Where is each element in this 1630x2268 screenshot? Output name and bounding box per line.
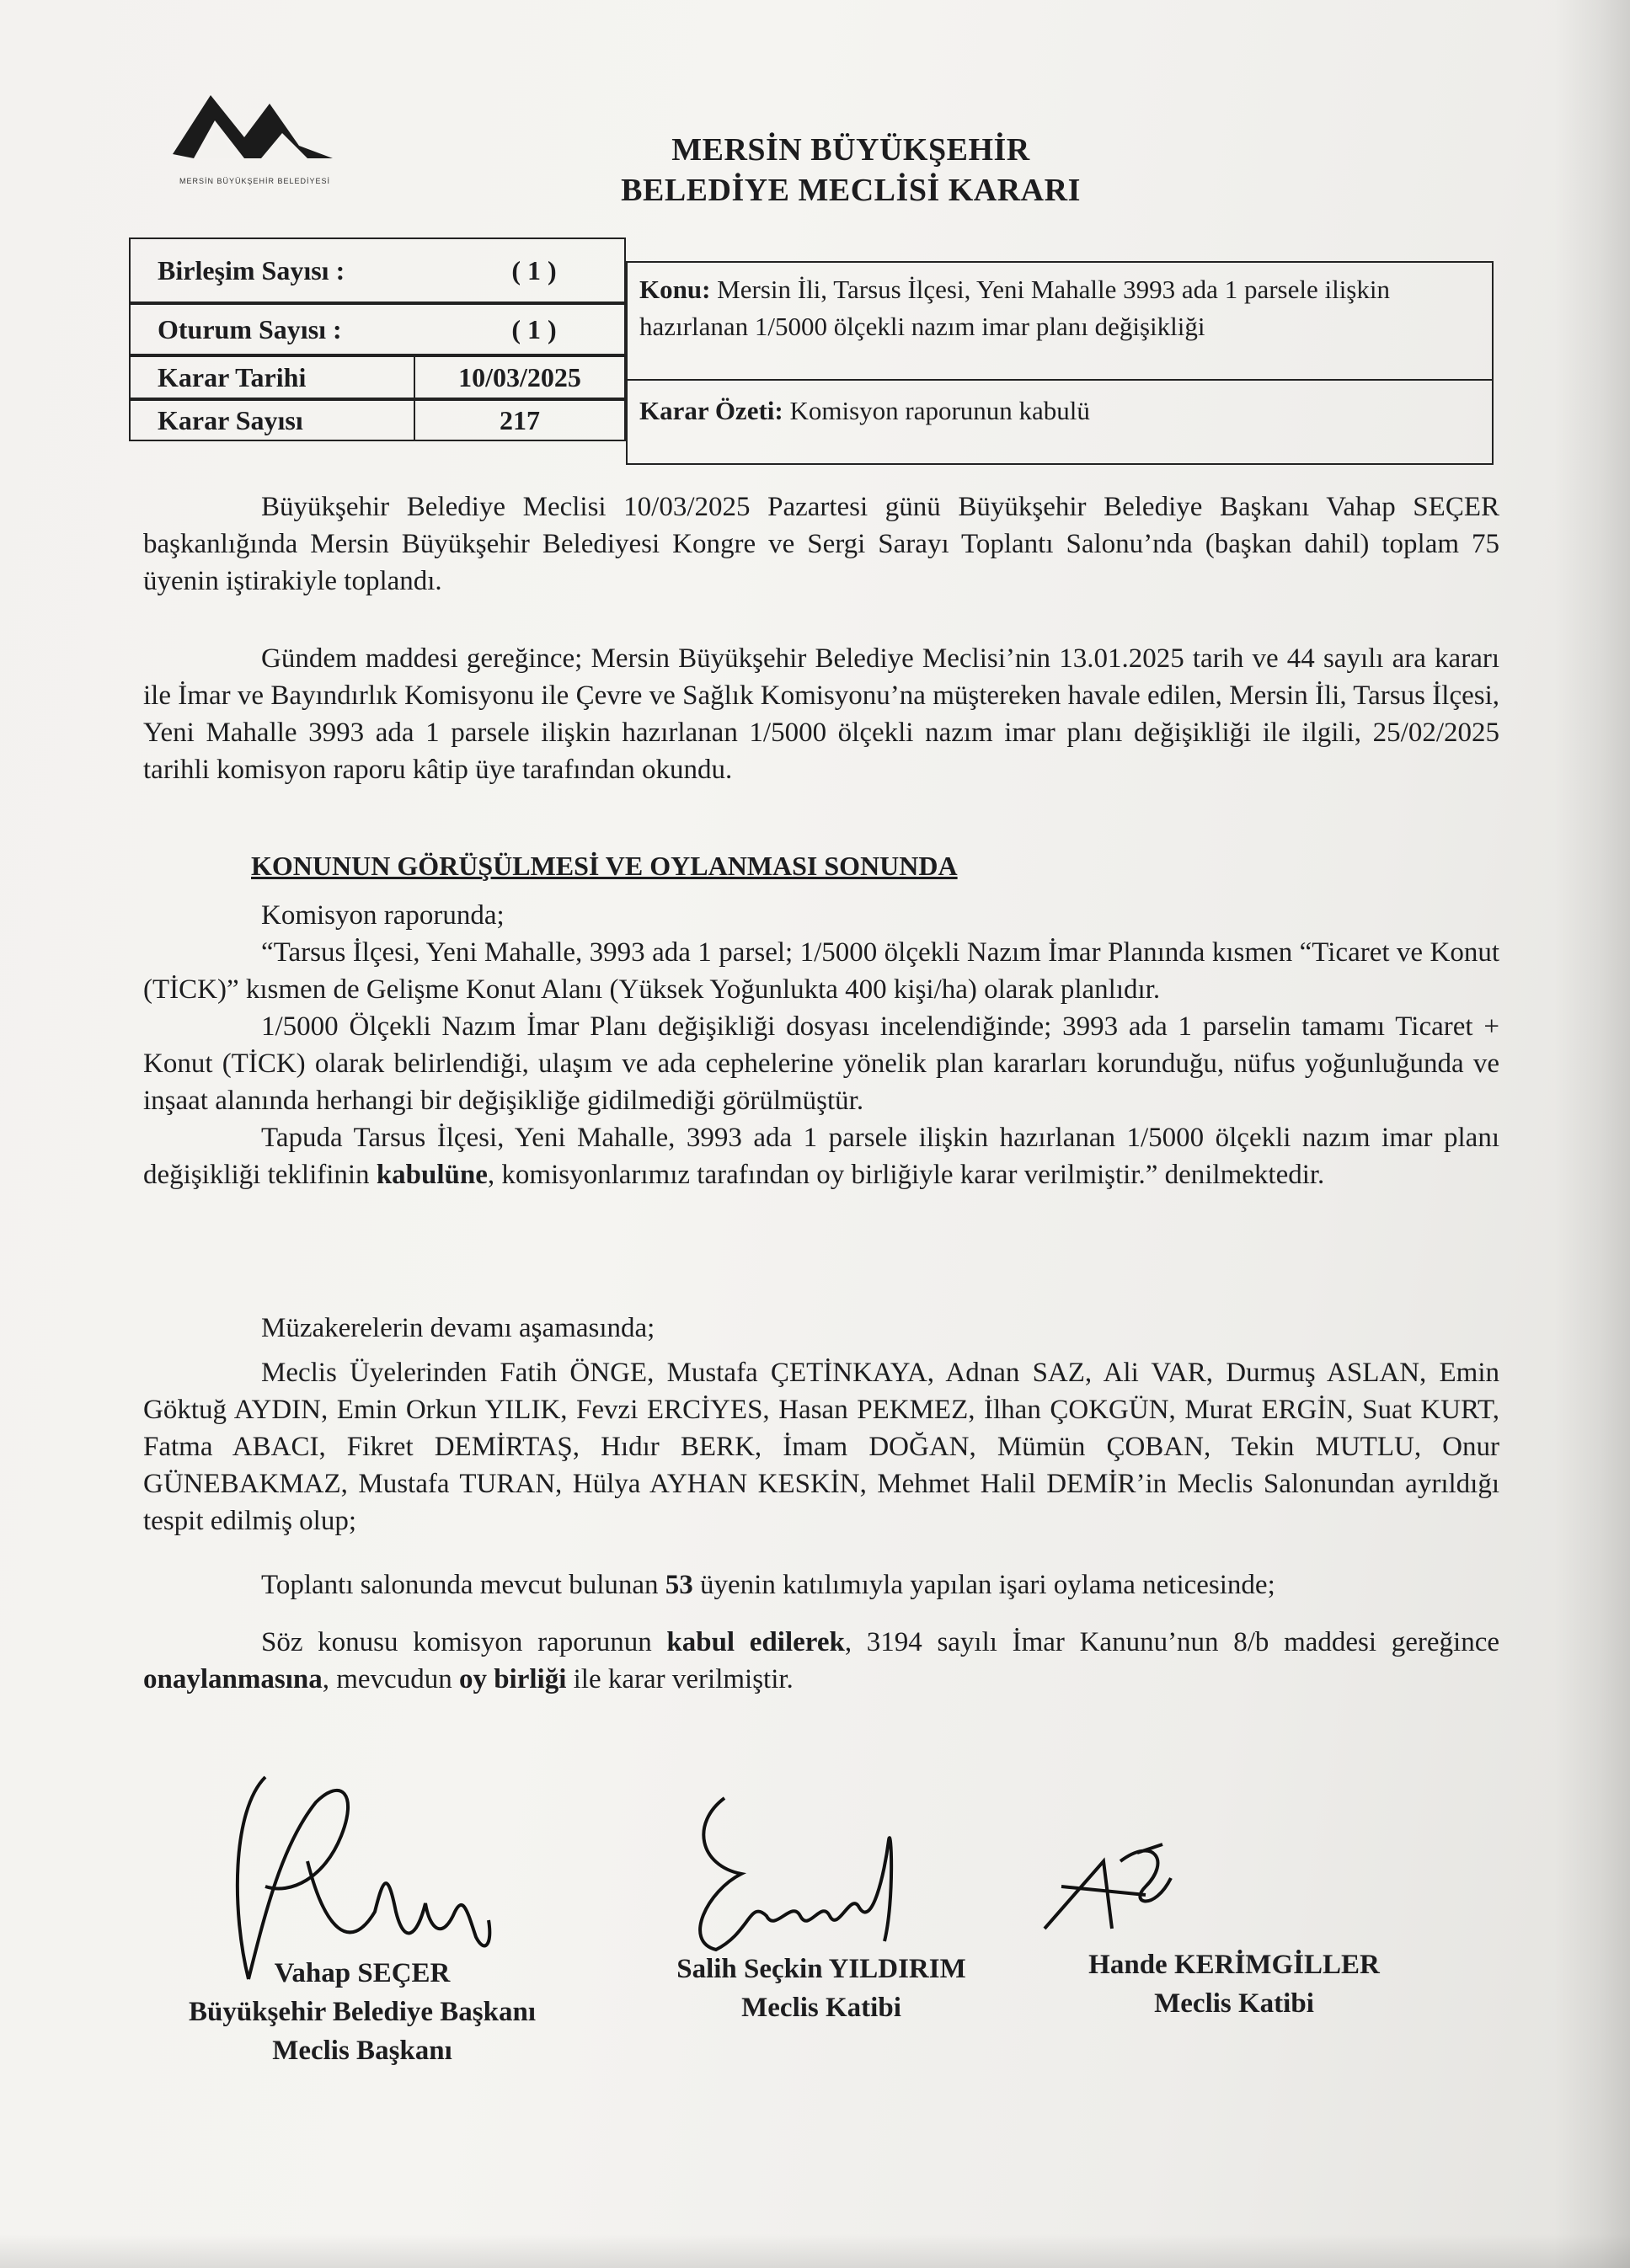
birlesim-label: Birleşim Sayısı :: [158, 254, 345, 286]
decision-c: , 3194 sayılı İmar Kanunu’nun 8/b maddesi gereğince: [844, 1627, 1499, 1657]
commission-text-c-pre: Tapuda Tarsus İlçesi, Yeni Mahalle, 3993 ada 1 parsele ilişkin hazırlanan 1/5000 ölçekli nazım imar planı değişikliği teklifinin: [143, 1123, 1499, 1190]
meta-row-oturum: [129, 303, 626, 355]
commission-text-c-bold: kabulüne: [376, 1160, 488, 1190]
commission-intro: Komisyon raporunda;: [261, 900, 505, 931]
document-title-line1: MERSİN BÜYÜKŞEHİR: [671, 132, 1030, 168]
subject-divider: [628, 379, 1492, 381]
municipality-logo-icon: [164, 74, 345, 175]
decision-e: , mevcudun: [322, 1664, 459, 1694]
decision-a: Söz konusu komisyon raporunun: [261, 1627, 667, 1657]
oturum-label: Oturum Sayısı :: [158, 313, 342, 344]
signature-scribble-president: [215, 1743, 518, 1988]
decision-f: oy birliği: [458, 1664, 567, 1694]
secretary1-name: Salih Seçkin YILDIRIM: [676, 1954, 966, 1984]
secretary2-name: Hande KERİMGİLLER: [1088, 1950, 1380, 1980]
secretary1-title: Meclis Katibi: [741, 1993, 901, 2023]
commission-text-c: [143, 1119, 1499, 1193]
meta-row-karar-tarihi: [129, 355, 626, 399]
page-bottom-edge: [0, 2234, 1630, 2268]
vote-post: üyenin katılımıyla yapılan işari oylama neticesinde;: [692, 1570, 1275, 1600]
signature-secretary-2: [1049, 1945, 1419, 2023]
konu-text: Mersin İli, Tarsus İlçesi, Yeni Mahalle 3993 ada 1 parsele ilişkin hazırlanan 1/5000 ölçekli nazım imar planı değişikliği: [639, 275, 1390, 341]
vote-pre: Toplantı salonunda mevcut bulunan: [261, 1570, 665, 1600]
paragraph-vote: [143, 1566, 1499, 1604]
president-title2: Meclis Başkanı: [272, 2036, 452, 2066]
konu: [639, 271, 1482, 345]
ozet-text: Komisyon raporunun kabulü: [789, 396, 1090, 425]
signature-scribble-secretary-2: [1028, 1828, 1188, 1962]
commission-text-c-post: , komisyonlarımız tarafından oy birliğiyle karar verilmiştir.” denilmektedir.: [487, 1160, 1325, 1190]
oturum-value: ( 1 ): [511, 313, 557, 344]
karar-sayisi-value: 217: [500, 404, 540, 435]
paragraph-commission-report: [143, 897, 1499, 1193]
paragraph-meeting: Büyükşehir Belediye Meclisi 10/03/2025 Pazartesi günü Büyükşehir Belediye Başkanı Vahap SEÇER başkanlığında Mersin Büyükşehir Belediyesi Kongre ve Sergi Sarayı Toplantı Salonu’nda (başkan dahil) toplam 75 üyenin iştirakiyle toplandı.: [143, 492, 1499, 596]
page-shadow: [1554, 0, 1630, 2268]
konu-label: Konu:: [639, 275, 711, 304]
signature-scribble-secretary-1: [674, 1773, 927, 1966]
document-title-line2: BELEDİYE MECLİSİ KARARI: [621, 173, 1081, 208]
paragraph-decision: [143, 1624, 1499, 1698]
meta-row-karar-sayisi: [129, 399, 626, 441]
paragraph-deliberation: Müzakerelerin devamı aşamasında;: [261, 1313, 655, 1343]
meta-row-birlesim: [129, 237, 626, 303]
paragraph-members-left: Meclis Üyelerinden Fatih ÖNGE, Mustafa ÇETİNKAYA, Adnan SAZ, Ali VAR, Durmuş ASLAN, Emin Göktuğ AYDIN, Emin Orkun YILIK, Fevzi ERCİYES, Hasan PEKMEZ, İlhan ÇOKGÜN, Murat ERGİN, Suat KURT, Fatma ABACI, Fikret DEMİRTAŞ, Hıdır BERK, İmam DOĞAN, Mümün ÇOBAN, Tekin MUTLU, Onur GÜNEBAKMAZ, Mustafa TURAN, Hülya AYHAN KESKİN, Mehmet Halil DEMİR’in Meclis Salonundan ayrıldığı tespit edilmiş olup;: [143, 1358, 1499, 1536]
signature-president: [135, 1954, 590, 2070]
karar-tarihi-value: 10/03/2025: [458, 361, 581, 392]
decision-b: kabul edilerek: [666, 1627, 845, 1657]
section-heading: KONUNUN GÖRÜŞÜLMESİ VE OYLANMASI SONUNDA: [251, 851, 958, 881]
president-title1: Büyükşehir Belediye Başkanı: [188, 1997, 536, 2027]
karar-sayisi-label: Karar Sayısı: [131, 401, 415, 440]
karar-ozeti: [639, 396, 1482, 426]
decision-d: onaylanmasına: [143, 1664, 323, 1694]
karar-tarihi-label: Karar Tarihi: [131, 357, 415, 398]
ozet-label: Karar Özeti:: [639, 396, 783, 425]
president-name: Vahap SEÇER: [274, 1958, 451, 1988]
commission-text-a: “Tarsus İlçesi, Yeni Mahalle, 3993 ada 1 parsel; 1/5000 ölçekli Nazım İmar Planında kısmen “Ticaret ve Konut (TİCK)” kısmen de Gelişme Konut Alanı (Yüksek Yoğunlukta 400 kişi/ha) olarak planlıdır.: [143, 937, 1499, 1005]
vote-count: 53: [665, 1570, 693, 1600]
secretary2-title: Meclis Katibi: [1154, 1988, 1314, 2019]
signature-secretary-1: [628, 1950, 1015, 2027]
commission-text-b: 1/5000 Ölçekli Nazım İmar Planı değişikliği dosyası incelendiğinde; 3993 ada 1 parselin tamamı Ticaret + Konut (TİCK) olarak belirlendiği, ulaşım ve ada cephelerine yönelik plan kararları korunduğu, nüfus yoğunluğunda ve inşaat alanında herhangi bir değişikliğe gidilmediği görülmüştür.: [143, 1011, 1499, 1116]
logo-caption: MERSİN BÜYÜKŞEHİR BELEDİYESİ: [179, 177, 331, 185]
subject-box: [626, 261, 1494, 465]
decision-g: ile karar verilmiştir.: [566, 1664, 794, 1694]
decision-meta-table: [129, 237, 626, 448]
paragraph-agenda: Gündem maddesi gereğince; Mersin Büyükşehir Belediye Meclisi’nin 13.01.2025 tarih ve 44 sayılı ara kararı ile İmar ve Bayındırlık Komisyonu ile Çevre ve Sağlık Komisyonu’na müştereken havale edilen, Mersin İli, Tarsus İlçesi, Yeni Mahalle 3993 ada 1 parsele ilişkin hazırlanan 1/5000 ölçekli nazım imar planı değişikliği ile ilgili, 25/02/2025 tarihli komisyon raporu kâtip üye tarafından okundu.: [143, 643, 1499, 785]
birlesim-value: ( 1 ): [511, 254, 557, 286]
